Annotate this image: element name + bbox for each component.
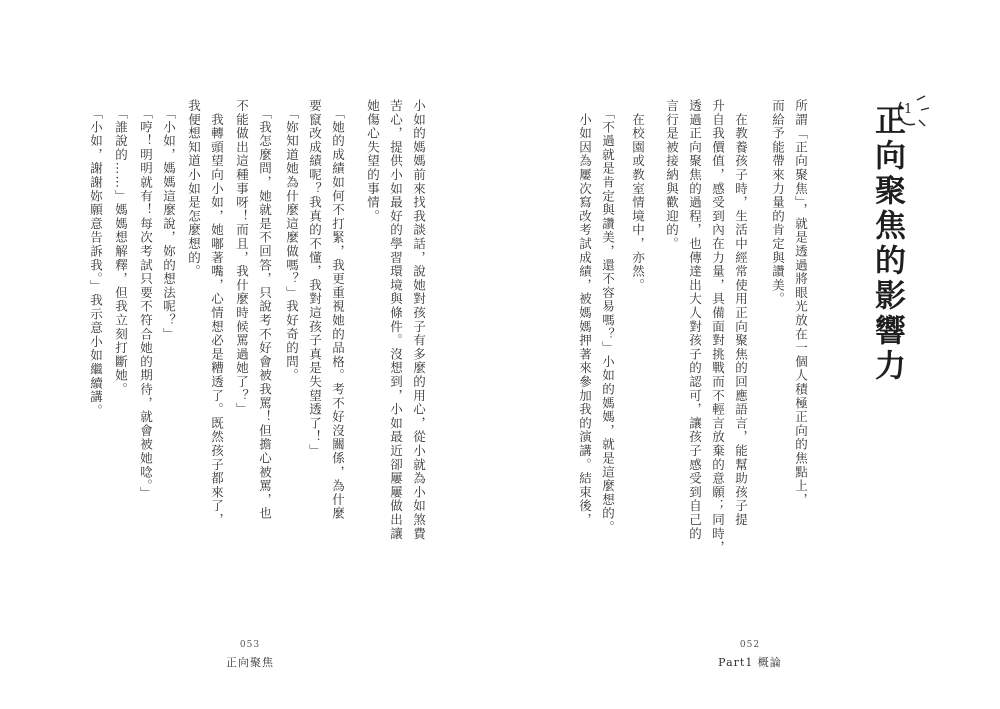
body-column: 而給予能帶來力量的肯定與讚美。 xyxy=(770,99,786,306)
body-column: 「不過就是肯定與讚美，還不容易嗎？」小如的媽媽，就是這麼想的。 xyxy=(600,99,616,535)
body-column: 「我怎麼問，她就是不回答，只說考不好會被我罵！但擔心被罵，也 xyxy=(257,99,273,521)
body-column: 在教養孩子時，生活中經常使用正向聚焦的回應語言，能幫助孩子提 xyxy=(733,99,749,527)
body-column: 「哼！明明就有！每次考試只要不符合她的期待，就會被她唸。」 xyxy=(138,99,154,501)
body-column: 「小如，謝謝妳願意告訴我。」我示意小如繼續講。 xyxy=(88,99,104,418)
chapter-number: 1 xyxy=(904,102,913,117)
right-page xyxy=(500,0,1000,709)
running-head: Part1 概論 xyxy=(718,656,782,669)
body-column: 小如因為屢次寫改考試成績，被媽媽押著來參加我的演講。結束後， xyxy=(577,99,593,527)
body-column: 苦心，提供小如最好的學習環境與條件。沒想到，小如最近卻屢屢做出讓 xyxy=(388,99,404,541)
body-column: 她傷心失望的事情。 xyxy=(365,99,381,224)
body-column: 所謂「正向聚焦」，就是透過將眼光放在一個人積極正向的焦點上， xyxy=(793,99,809,507)
body-column: 小如的媽媽前來找我談話，說她對孩子有多麼的用心，從小就為小如煞費 xyxy=(411,99,427,541)
chapter-title: 正向聚焦的影響力 xyxy=(869,104,905,384)
page-number: 053 xyxy=(239,640,261,650)
body-column: 在校園或教室情境中，亦然。 xyxy=(630,99,646,293)
running-head: 正向聚焦 xyxy=(226,656,274,669)
body-column: 升自我價值，感受到內在力量，具備面對挑戰而不輕言放棄的意願；同時， xyxy=(710,99,726,555)
body-column: 我轉頭望向小如，她嘟著嘴，心情想必是糟透了。既然孩子都來了， xyxy=(209,99,225,527)
page-number: 052 xyxy=(739,640,761,650)
body-column: 透過正向聚焦的過程，也傳達出大人對孩子的認可，讓孩子感受到自己的 xyxy=(687,99,703,541)
body-column: 言行是被接納與歡迎的。 xyxy=(664,99,680,251)
body-column: 「誰說的……」媽媽想解釋，但我立刻打斷她。 xyxy=(113,99,129,397)
body-column: 不能做出這種事呀！而且，我什麼時候罵過她了？」 xyxy=(234,99,250,417)
body-column: 我便想知道小如是怎麼想的。 xyxy=(186,99,202,279)
body-column: 「妳知道她為什麼這麼做嗎？」我好奇的問。 xyxy=(284,99,300,383)
body-column: 要竄改成績呢？我真的不懂，我對這孩子真是失望透了！」 xyxy=(307,99,323,458)
body-column: 「小如，媽媽這麼說，妳的想法呢？」 xyxy=(161,99,177,342)
body-column: 「她的成績如何不打緊，我更重視她的品格。考不好沒關係，為什麼 xyxy=(330,99,346,521)
